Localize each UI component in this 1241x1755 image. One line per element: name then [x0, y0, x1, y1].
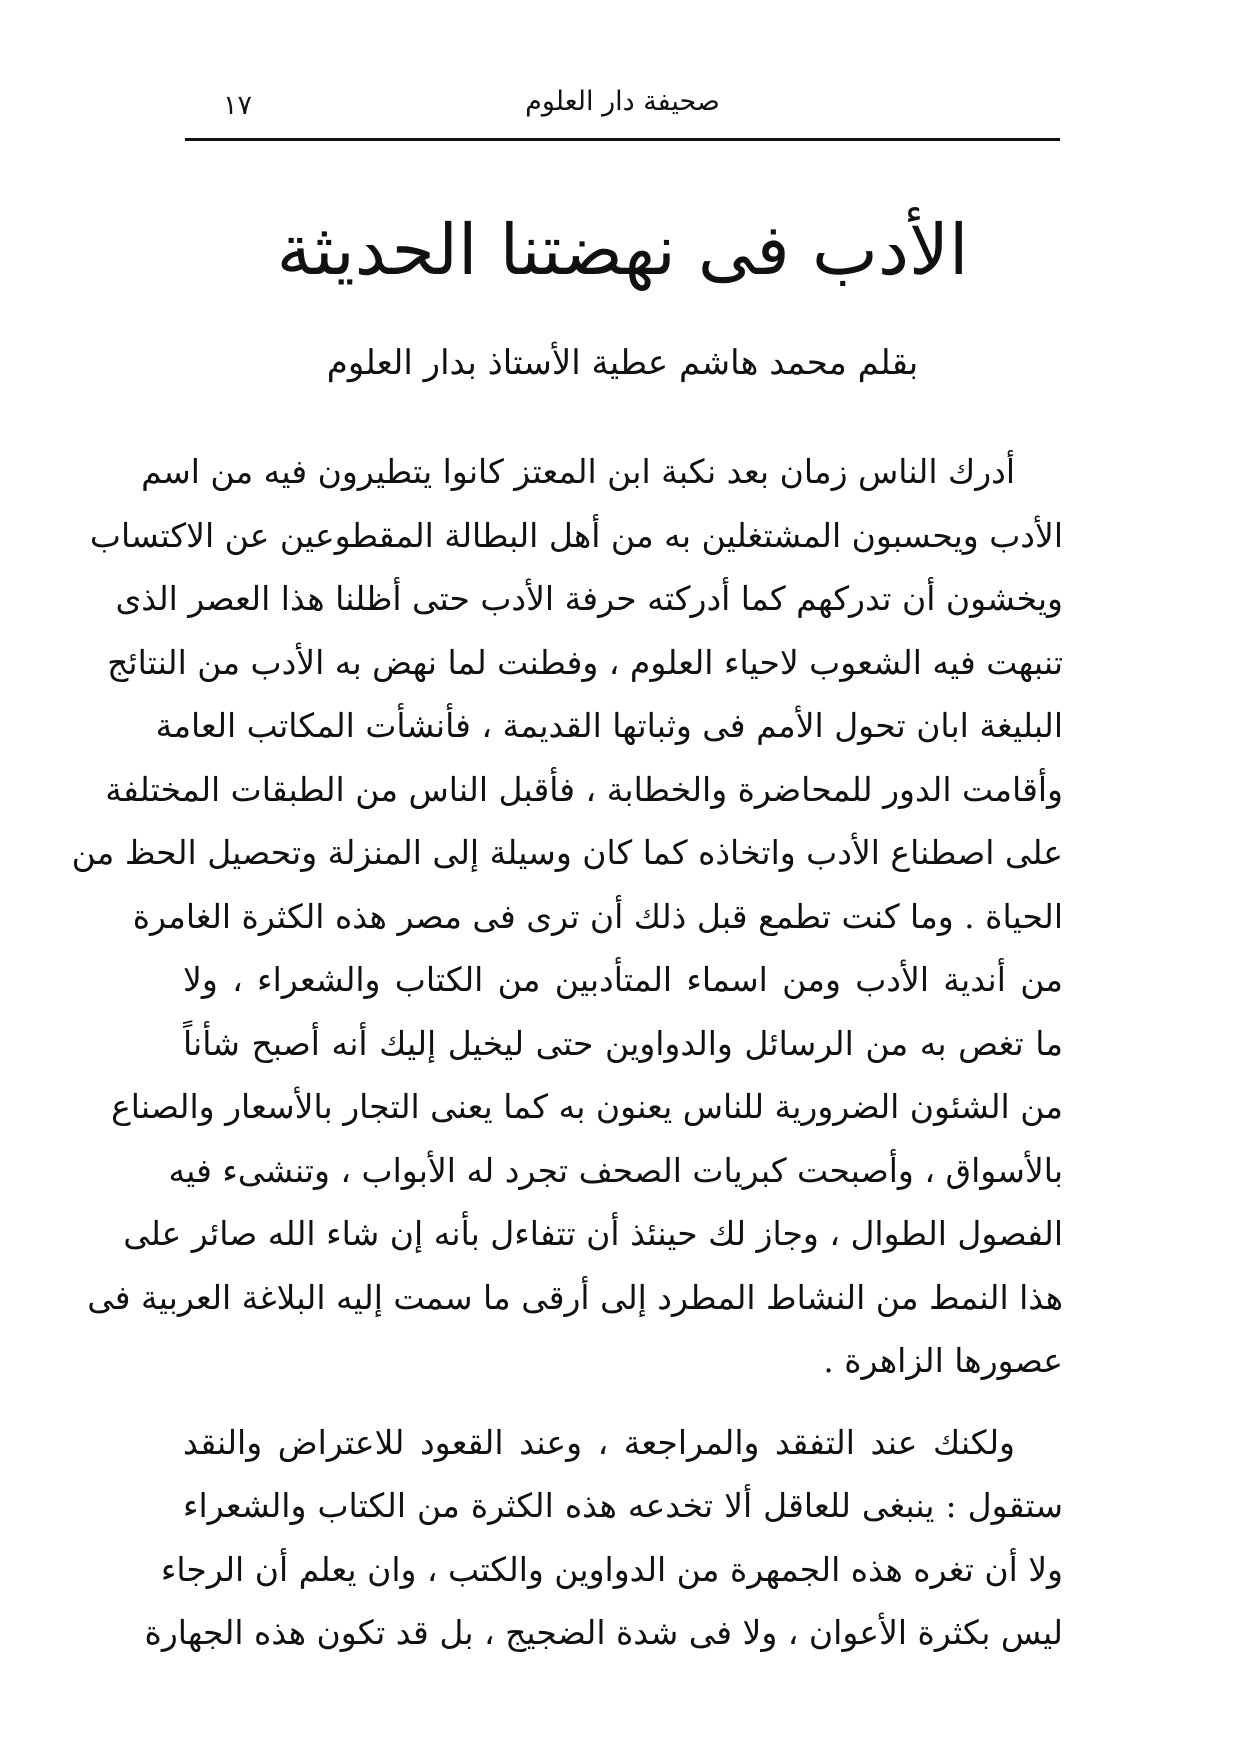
- text-line: عصورها الزاهرة .: [823, 1341, 1063, 1380]
- text-line: الأدب ويحسبون المشتغلين به من أهل البطالة المقطوعين عن الاكتساب: [89, 515, 1063, 555]
- text-line: من الشئون الضرورية للناس يعنون به كما يعنى التجار بالأسعار والصناع: [111, 1087, 1063, 1126]
- text-line: ويخشون أن تدركهم كما أدركته حرفة الأدب حتى أظلنا هذا العصر الذى: [115, 579, 1063, 618]
- article-body: [71, 440, 1063, 1665]
- header-rule: [185, 138, 1060, 141]
- page-number: ١٧: [223, 90, 253, 121]
- running-header: [185, 78, 1060, 138]
- text-line: بالأسواق ، وأصبحت كبريات الصحف تجرد له الأبواب ، وتنشىء فيه: [168, 1150, 1063, 1190]
- text-line: ولا أن تغره هذه الجمهرة من الدواوين والكتب ، وان يعلم أن الرجاء: [160, 1549, 1063, 1589]
- text-line: البليغة ابان تحول الأمم فى وثباتها القديمة ، فأنشأت المكاتب العامة: [155, 706, 1063, 745]
- text-line: على اصطناع الأدب واتخاذه كما كان وسيلة إلى المنزلة وتحصيل الحظ من: [71, 833, 1063, 872]
- text-line: أدرك الناس زمان بعد نكبة ابن المعتز كانوا يتطيرون فيه من اسم: [141, 452, 1015, 491]
- journal-name: صحيفة دار العلوم: [525, 86, 720, 117]
- article-title: الأدب فى نهضتنا الحديثة: [276, 209, 969, 291]
- text-line: من أندية الأدب ومن اسماء المتأدبين من الكتاب والشعراء ، ولا: [183, 960, 1063, 999]
- paragraph: [71, 440, 1063, 1393]
- text-line: ولكنك عند التفقد والمراجعة ، وعند القعود للاعتراض والنقد: [183, 1422, 1015, 1462]
- text-line: الحياة . وما كنت تطمع قبل ذلك أن ترى فى مصر هذه الكثرة الغامرة: [132, 896, 1063, 936]
- text-line: وأقامت الدور للمحاضرة والخطابة ، فأقبل الناس من الطبقات المختلفة: [105, 769, 1063, 809]
- text-line: الفصول الطوال ، وجاز لك حينئذ أن تتفاءل بأنه إن شاء الله صائر على: [123, 1214, 1063, 1253]
- text-line: ليس بكثرة الأعوان ، ولا فى شدة الضجيج ، بل قد تكون هذه الجهارة: [144, 1613, 1063, 1652]
- text-line: تنبهت فيه الشعوب لاحياء العلوم ، وفطنت لما نهض به الأدب من النتائج: [107, 642, 1063, 682]
- text-line: هذا النمط من النشاط المطرد إلى أرقى ما سمت إليه البلاغة العربية فى: [87, 1277, 1063, 1317]
- article-byline: بقلم محمد هاشم عطية الأستاذ بدار العلوم: [326, 343, 919, 383]
- text-line: ما تغص به من الرسائل والدواوين حتى ليخيل إليك أنه أصبح شأناً: [183, 1023, 1063, 1063]
- paragraph-gap: [183, 1393, 1063, 1411]
- text-line: ستقول : ينبغى للعاقل ألا تخدعه هذه الكثرة من الكتاب والشعراء: [183, 1486, 1063, 1525]
- paragraph: [144, 1411, 1063, 1665]
